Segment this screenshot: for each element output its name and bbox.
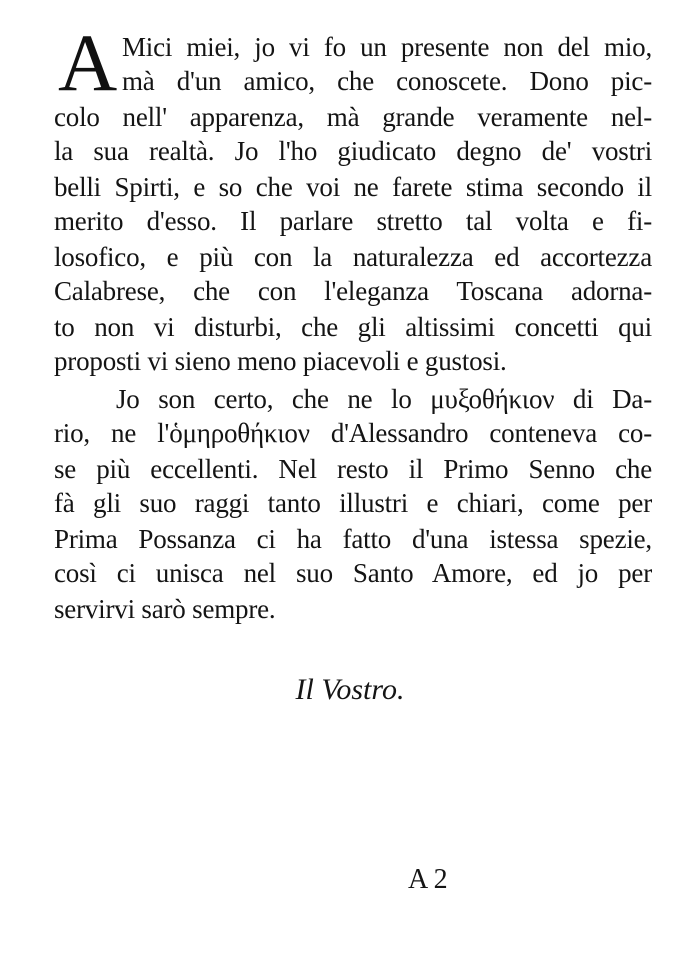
signature-mark: A 2: [408, 864, 448, 895]
text-line: proposti vi sieno meno piacevoli e gustosi.: [54, 346, 507, 376]
text-line: servirvi sarò sempre.: [54, 594, 276, 624]
text-line: Mici miei, jo vi fo un presente non del mio,: [122, 32, 652, 62]
text-line: to non vi disturbi, che gli altissimi concetti qui: [54, 312, 652, 342]
text-line: la sua realtà. Jo l'ho giudicato degno de' vostri: [54, 136, 652, 166]
text-line: merito d'esso. Il parlare stretto tal volta e fi-: [54, 206, 652, 236]
text-line: colo nell' apparenza, mà grande veramente nel-: [54, 102, 652, 132]
text-line: fà gli suo raggi tanto illustri e chiari, come per: [54, 488, 652, 518]
text-line: belli Spirti, e so che voi ne farete stima secondo il: [54, 172, 652, 202]
text-line: Calabrese, che con l'eleganza Toscana adorna-: [54, 276, 652, 306]
text-line: Prima Possanza ci ha fatto d'una istessa spezie,: [54, 524, 652, 554]
text-line: losofico, e più con la naturalezza ed accortezza: [54, 242, 652, 272]
letter-signoff: Il Vostro.: [295, 673, 405, 706]
drop-cap: A: [58, 17, 118, 108]
text-line: rio, ne l'ὁμηροθήκιον d'Alessandro conteneva co-: [54, 418, 652, 448]
text-line: mà d'un amico, che conoscete. Dono pic-: [122, 66, 652, 96]
text-line: Jo son certo, che ne lo μυξοθήκιον di Da-: [116, 384, 652, 414]
text-line: così ci unisca nel suo Santo Amore, ed jo per: [54, 558, 652, 588]
text-line: se più eccellenti. Nel resto il Primo Senno che: [54, 454, 652, 484]
